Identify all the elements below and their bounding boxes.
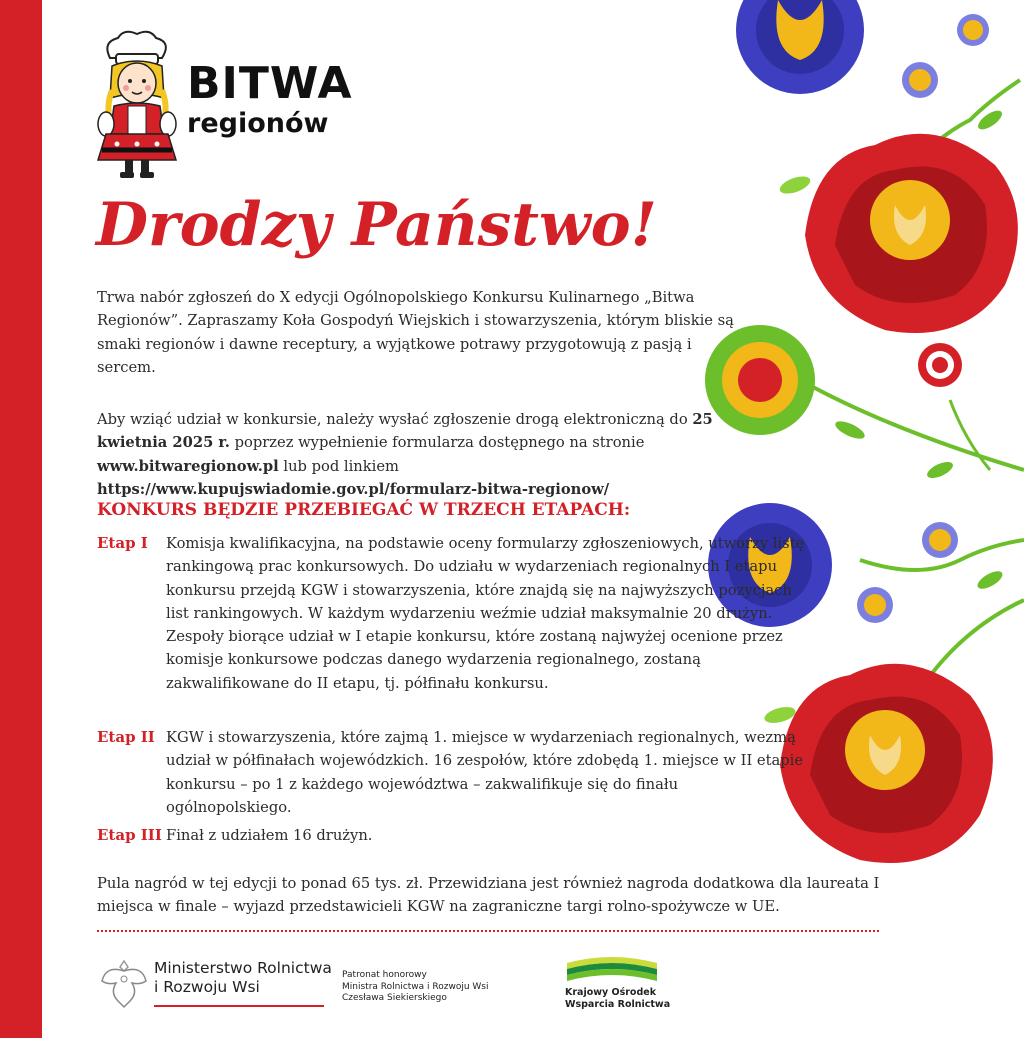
kowr-logo (565, 955, 675, 1015)
kowr-fields-icon (567, 955, 657, 985)
form-link[interactable]: https://www.kupujswiadomie.gov.pl/formularz-bitwa-regionow/ (97, 480, 610, 498)
application-middle: poprzez wypełnienie formularza dostępnego na stronie (229, 434, 645, 452)
left-red-stripe (0, 0, 42, 1038)
stage-text: KGW i stowarzyszenia, które zajmą 1. miejsce w wydarzeniach regionalnych, wezmą udział w półfinałach wojewódzkich. 16 zespołów, które zdobędą 1. miejsce w II etapie konkursu – po 1 z każdego województwa – zakwalifikuje się do finału ogólnopolskiego. (166, 729, 804, 816)
page-headline: Drodzy Państwo! (96, 190, 657, 260)
patronat-line3: Czesława Siekierskiego (342, 993, 447, 1003)
stage-label: Etap II (97, 728, 155, 746)
logo-word-bitwa: BITWA (187, 58, 353, 109)
logo-word-regionow: regionów (187, 108, 329, 139)
stage-text: Finał z udziałem 16 drużyn. (166, 827, 373, 844)
ministry-red-bar (154, 1005, 324, 1007)
patronat-line2: Ministra Rolnictwa i Rozwoju Wsi (342, 981, 489, 992)
bitwa-regionow-logo (92, 28, 352, 183)
kowr-name (565, 987, 670, 1010)
application-or-link: lub pod linkiem (278, 457, 399, 475)
application-paragraph (97, 408, 737, 501)
stage-label: Etap III (97, 826, 162, 844)
dotted-divider (97, 930, 879, 932)
cook-girl-mascot-icon (92, 28, 182, 183)
ministry-line2: i Rozwoju Wsi (154, 978, 260, 996)
website-link[interactable]: www.bitwaregionow.pl (97, 457, 279, 475)
ministry-name (154, 959, 332, 997)
white-eagle-emblem-icon (98, 955, 150, 1011)
patronat-line1: Patronat honorowy (342, 970, 427, 980)
ministry-logo (98, 955, 338, 1015)
intro-paragraph: Trwa nabór zgłoszeń do X edycji Ogólnopolskiego Konkursu Kulinarnego „Bitwa Regionów”. Zapraszamy Koła Gospodyń Wiejskich i stowarzyszenia, którym bliskie są smaki regionów i dawne receptury, a wyjątkowe potrawy przygotowują z pasją i sercem. (97, 289, 734, 376)
application-lead: Aby wziąć udział w konkursie, należy wysłać zgłoszenie drogą elektroniczną do (97, 411, 693, 428)
stage-text: Komisja kwalifikacyjna, na podstawie oceny formularzy zgłoszeniowych, utworzy listę rankingową prac konkursowych. Do udziału w wydarzeniach regionalnych I etapu konkursu przejdą KGW i stowarzyszenia, które znajdą się na najwyższych pozycjach list rankingowych. W każdym wydarzeniu weźmie udział maksymalnie 20 drużyn. Zespoły biorące udział w I etapie konkursu, które zostaną najwyżej ocenione przez komisje konkursowe podczas danego wydarzenia regionalnego, zostaną zakwalifikowane do II etapu, tj. półfinału konkursu. (166, 535, 805, 692)
stage-label: Etap I (97, 534, 148, 552)
kowr-line1: Krajowy Ośrodek (565, 987, 657, 998)
kowr-line2: Wsparcia Rolnictwa (565, 998, 671, 1010)
stages-heading: KONKURS BĘDZIE PRZEBIEGAĆ W TRZECH ETAPACH: (97, 500, 631, 520)
ministry-line1: Ministerstwo Rolnictwa (154, 959, 332, 977)
deadline-date: 25 kwietnia 2025 r. (97, 411, 713, 452)
prizes-paragraph: Pula nagród w tej edycji to ponad 65 tys. zł. Przewidziana jest również nagroda dodatkowa dla laureata I miejsca w finale – wyjazd przedstawicieli KGW na zagraniczne targi rolno-spożywcze w UE. (97, 875, 880, 916)
patronat-honorowy (342, 970, 522, 1005)
